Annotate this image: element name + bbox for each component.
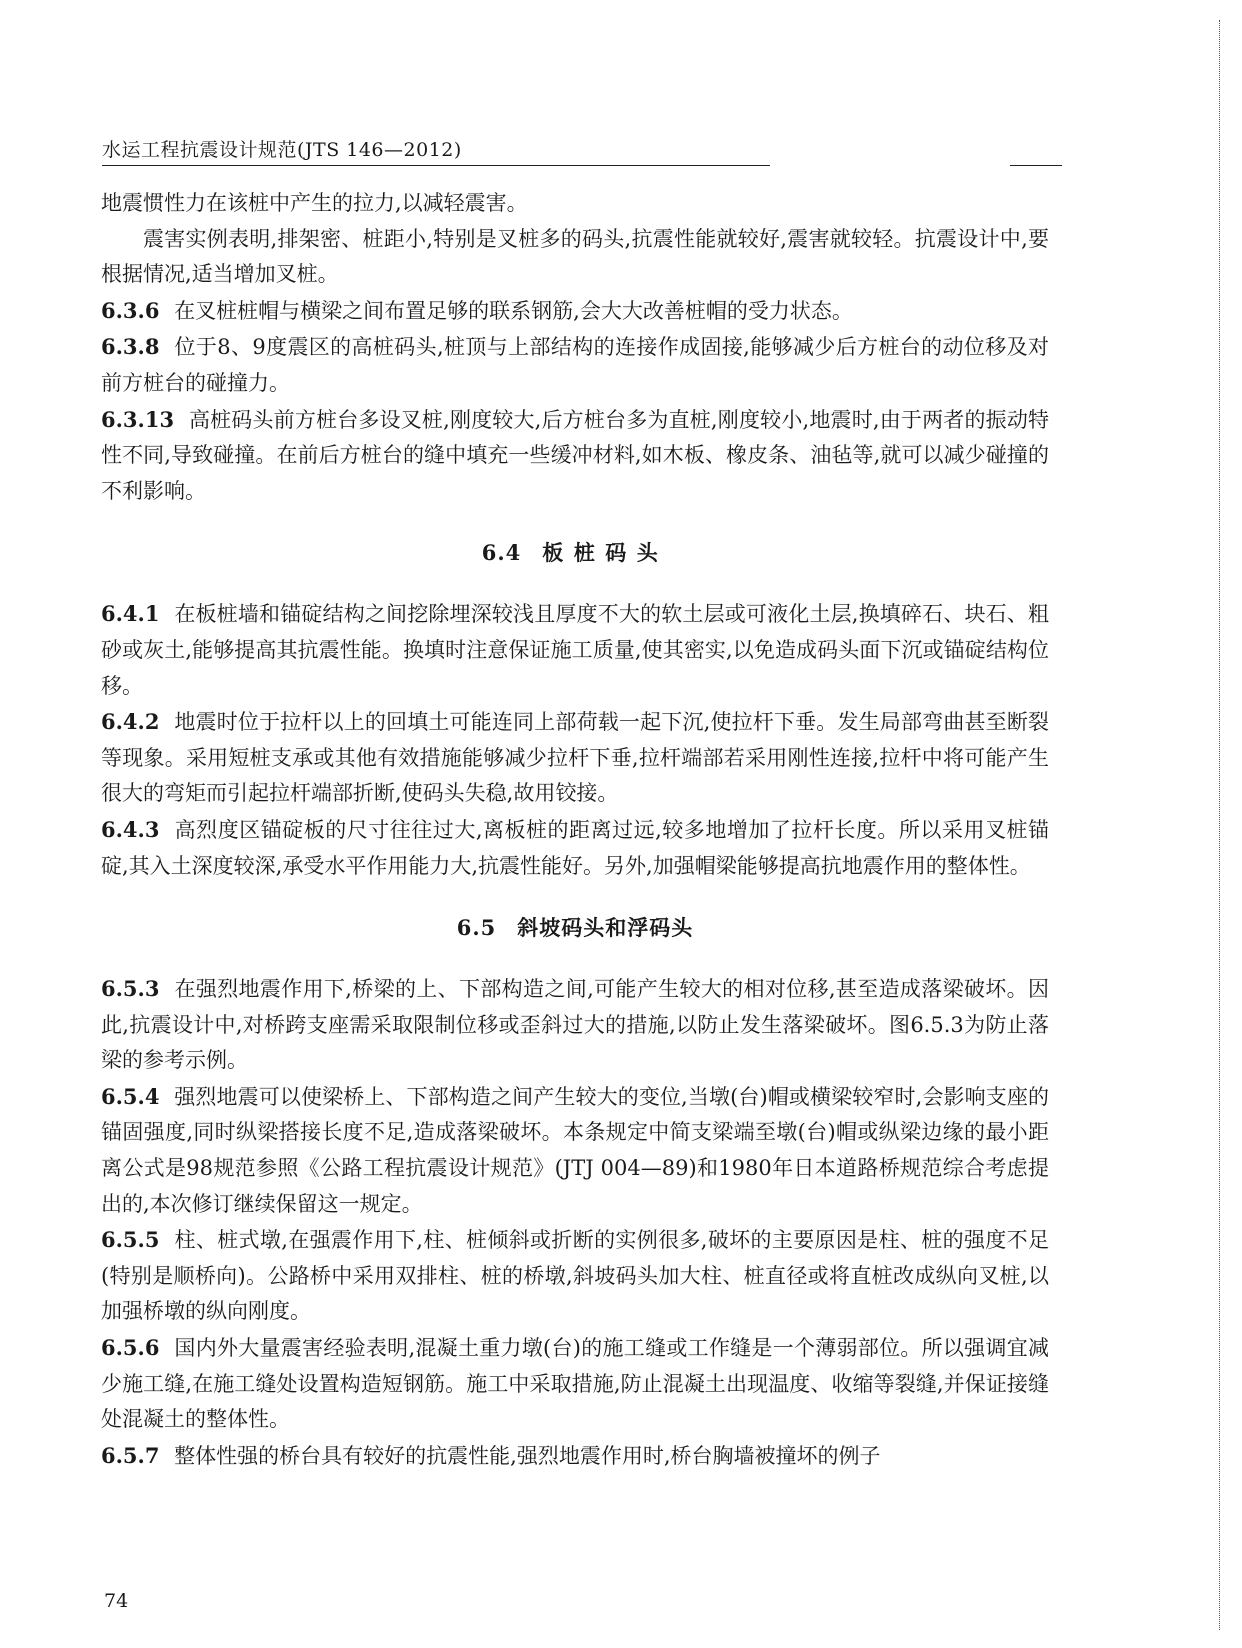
section-number: 6.5 (456, 915, 497, 941)
clause-text: 高桩码头前方桩台多设叉桩,刚度较大,后方桩台多为直桩,刚度较小,地震时,由于两者的振动特性不同,导致碰撞。在前后方桩台的缝中填充一些缓冲材料,如木板、橡皮条、油毡等,就可以减少碰撞的不利影响。 (101, 407, 1049, 503)
clause-number: 6.4.2 (101, 709, 160, 735)
clause-6-4-3 (101, 812, 1049, 884)
body-text (101, 186, 1049, 1474)
clause-text: 地震时位于拉杆以上的回填土可能连同上部荷载一起下沉,使拉杆下垂。发生局部弯曲甚至断裂等现象。采用短桩支承或其他有效措施能够减少拉杆下垂,拉杆端部若采用刚性连接,拉杆中将可能产生很大的弯矩而引起拉杆端部折断,使码头失稳,故用铰接。 (101, 710, 1049, 806)
clause-6-4-1 (101, 596, 1049, 704)
clause-text: 国内外大量震害经验表明,混凝土重力墩(台)的施工缝或工作缝是一个薄弱部位。所以强调宜减少施工缝,在施工缝处设置构造短钢筋。施工中采取措施,防止混凝土出现温度、收缩等裂缝,并保证接缝处混凝土的整体性。 (101, 1336, 1049, 1432)
page-number: 74 (104, 1590, 129, 1612)
clause-text: 在叉桩桩帽与横梁之间布置足够的联系钢筋,会大大改善桩帽的受力状态。 (174, 298, 853, 323)
clause-6-5-4 (101, 1079, 1049, 1222)
clause-number: 6.5.3 (101, 976, 160, 1002)
header-rule (102, 165, 770, 166)
clause-6-3-13 (101, 402, 1049, 510)
clause-text: 位于8、9度震区的高桩码头,桩顶与上部结构的连接作成固接,能够减少后方桩台的动位移及对前方桩台的碰撞力。 (101, 335, 1049, 395)
running-header (102, 135, 1032, 169)
clause-6-5-6 (101, 1330, 1049, 1438)
clause-text: 柱、桩式墩,在强震作用下,柱、桩倾斜或折断的实例很多,破坏的主要原因是柱、桩的强度不足(特别是顺桥向)。公路桥中采用双排柱、桩的桥墩,斜坡码头加大柱、桩直径或将直桩改成纵向叉桩,以加强桥墩的纵向刚度。 (101, 1228, 1049, 1324)
clause-6-5-5 (101, 1222, 1049, 1330)
section-title: 斜坡码头和浮码头 (517, 915, 694, 941)
clause-number: 6.4.1 (101, 601, 160, 627)
running-header-title: 水运工程抗震设计规范(JTS 146—2012) (102, 139, 462, 161)
clause-number: 6.3.8 (101, 334, 160, 360)
clause-6-4-2 (101, 704, 1049, 812)
clause-text: 高烈度区锚碇板的尺寸往往过大,离板桩的距离过远,较多地增加了拉杆长度。所以采用叉桩锚碇,其入土深度较深,承受水平作用能力大,抗震性能好。另外,加强帽梁能够提高抗地震作用的整体性。 (101, 817, 1049, 878)
section-heading-6-4 (101, 509, 1049, 596)
section-title: 板桩码头 (542, 540, 669, 566)
clause-number: 6.5.4 (101, 1083, 160, 1109)
clause-number: 6.3.13 (101, 406, 175, 432)
intro-continuation: 地震惯性力在该桩中产生的拉力,以减轻震害。 (101, 191, 528, 215)
clause-number: 6.5.7 (101, 1442, 160, 1468)
header-rule-end (1010, 165, 1062, 166)
clause-6-3-8 (101, 329, 1049, 401)
clause-6-5-3 (101, 971, 1049, 1079)
clause-number: 6.5.6 (101, 1335, 160, 1361)
clause-number: 6.3.6 (101, 297, 160, 323)
clause-6-3-6 (101, 293, 1049, 330)
intro-paragraph: 震害实例表明,排架密、桩距小,特别是叉桩多的码头,抗震性能就较好,震害就较轻。抗震设计中,要根据情况,适当增加叉桩。 (101, 226, 1049, 287)
clause-text: 整体性强的桥台具有较好的抗震性能,强烈地震作用时,桥台胸墙被撞坏的例子 (174, 1443, 881, 1468)
clause-6-5-7 (101, 1438, 1049, 1475)
section-heading-6-5 (101, 884, 1049, 971)
clause-text: 在板桩墙和锚碇结构之间挖除埋深较浅且厚度不大的软土层或可液化土层,换填碎石、块石、粗砂或灰土,能够提高其抗震性能。换填时注意保证施工质量,使其密实,以免造成码头面下沉或锚碇结构位移。 (101, 602, 1049, 698)
scan-edge-dotted-line (1219, 20, 1220, 1630)
clause-text: 强烈地震可以使梁桥上、下部构造之间产生较大的变位,当墩(台)帽或横梁较窄时,会影响支座的锚固强度,同时纵梁搭接长度不足,造成落梁破坏。本条规定中简支梁端至墩(台)帽或纵梁边缘的最小距离公式是98规范参照《公路工程抗震设计规范》(JTJ 004—89)和1980年日本道路桥规范综合考虑提出的,本次修订继续保留这一规定。 (101, 1084, 1049, 1216)
clause-text: 在强烈地震作用下,桥梁的上、下部构造之间,可能产生较大的相对位移,甚至造成落梁破坏。因此,抗震设计中,对桥跨支座需采取限制位移或歪斜过大的措施,以防止发生落梁破坏。图6.5.3为防止落梁的参考示例。 (101, 977, 1049, 1073)
clause-number: 6.4.3 (101, 816, 160, 842)
section-number: 6.4 (481, 540, 522, 566)
clause-number: 6.5.5 (101, 1227, 160, 1253)
